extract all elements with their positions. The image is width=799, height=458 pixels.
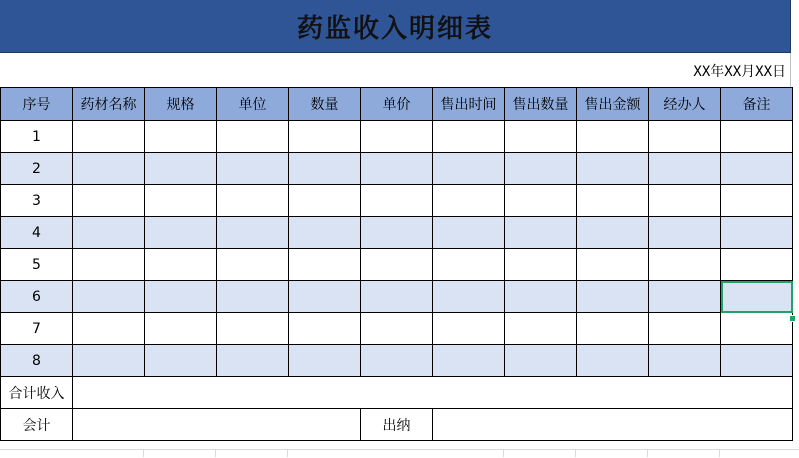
- table-cell[interactable]: [73, 121, 145, 153]
- selected-cell[interactable]: [721, 281, 793, 313]
- header-cell-sale-amount[interactable]: 售出金额: [577, 88, 649, 121]
- table-cell[interactable]: [289, 121, 361, 153]
- header-row: [1, 88, 793, 121]
- table-cell[interactable]: [361, 313, 433, 345]
- table-cell[interactable]: [721, 121, 793, 153]
- table-row: [1, 217, 793, 249]
- signature-row: [1, 409, 793, 441]
- table-cell[interactable]: [361, 249, 433, 281]
- table-cell[interactable]: [361, 217, 433, 249]
- table-cell[interactable]: [73, 345, 145, 377]
- table-cell[interactable]: [217, 185, 289, 217]
- accountant-label: 会计: [1, 409, 73, 441]
- header-cell-remarks[interactable]: 备注: [721, 88, 793, 121]
- table-cell[interactable]: [289, 345, 361, 377]
- table-cell[interactable]: [649, 153, 721, 185]
- header-cell-index[interactable]: 序号: [1, 88, 73, 121]
- total-income-value-cell[interactable]: [73, 377, 793, 409]
- total-income-row: [1, 377, 793, 409]
- table-cell[interactable]: [361, 185, 433, 217]
- table-cell[interactable]: [649, 345, 721, 377]
- table-cell[interactable]: [73, 217, 145, 249]
- table-cell[interactable]: [289, 313, 361, 345]
- table-cell[interactable]: [433, 153, 505, 185]
- header-cell-handler[interactable]: 经办人: [649, 88, 721, 121]
- table-cell[interactable]: [217, 313, 289, 345]
- table-cell[interactable]: [73, 249, 145, 281]
- table-row: [1, 345, 793, 377]
- row-index-cell[interactable]: 5: [1, 249, 73, 281]
- table-cell[interactable]: [145, 121, 217, 153]
- gridline: [143, 449, 144, 457]
- table-row: [1, 153, 793, 185]
- table-cell[interactable]: [505, 345, 577, 377]
- table-row: [1, 313, 793, 345]
- table-cell[interactable]: [73, 281, 145, 313]
- table-cell[interactable]: [145, 249, 217, 281]
- gridline: [287, 449, 288, 457]
- header-cell-price[interactable]: 单价: [361, 88, 433, 121]
- header-cell-quantity[interactable]: 数量: [289, 88, 361, 121]
- table-cell[interactable]: [577, 185, 649, 217]
- table-cell[interactable]: [721, 249, 793, 281]
- title-cell[interactable]: [0, 0, 791, 53]
- table-cell[interactable]: [145, 153, 217, 185]
- table-cell[interactable]: [361, 153, 433, 185]
- table-cell[interactable]: [289, 281, 361, 313]
- date-cell[interactable]: [0, 53, 791, 88]
- table-row: [1, 281, 793, 313]
- table-cell[interactable]: [577, 313, 649, 345]
- table-cell[interactable]: [361, 121, 433, 153]
- table-cell[interactable]: [145, 345, 217, 377]
- table-cell[interactable]: [505, 313, 577, 345]
- header-cell-name[interactable]: 药材名称: [73, 88, 145, 121]
- table-cell[interactable]: [73, 153, 145, 185]
- table-cell[interactable]: [145, 185, 217, 217]
- total-income-label: 合计收入: [1, 377, 73, 409]
- row-index-cell[interactable]: 3: [1, 185, 73, 217]
- table-cell[interactable]: [577, 153, 649, 185]
- gridline: [647, 449, 648, 457]
- row-index-cell[interactable]: 2: [1, 153, 73, 185]
- table-cell[interactable]: [433, 281, 505, 313]
- gridline: [575, 449, 576, 457]
- table-cell[interactable]: [721, 345, 793, 377]
- date-text: XX年XX月XX日: [693, 63, 786, 80]
- cashier-value-cell[interactable]: [433, 409, 793, 441]
- table-cell[interactable]: [217, 345, 289, 377]
- table-row: [1, 249, 793, 281]
- table-cell[interactable]: [145, 281, 217, 313]
- table-cell[interactable]: [217, 153, 289, 185]
- table-cell[interactable]: [505, 281, 577, 313]
- table-cell[interactable]: [73, 313, 145, 345]
- table-cell[interactable]: [289, 217, 361, 249]
- row-index-cell[interactable]: 8: [1, 345, 73, 377]
- table-cell[interactable]: [577, 121, 649, 153]
- table-cell[interactable]: [721, 217, 793, 249]
- table-cell[interactable]: [505, 185, 577, 217]
- gridline: [215, 449, 216, 457]
- table-cell[interactable]: [649, 249, 721, 281]
- table-cell[interactable]: [505, 249, 577, 281]
- row-index-cell[interactable]: 6: [1, 281, 73, 313]
- fill-handle[interactable]: [789, 315, 796, 322]
- table-cell[interactable]: [289, 249, 361, 281]
- table-cell[interactable]: [217, 281, 289, 313]
- row-index-cell[interactable]: 1: [1, 121, 73, 153]
- table-cell[interactable]: [649, 217, 721, 249]
- table-cell[interactable]: [649, 313, 721, 345]
- table-cell[interactable]: [577, 217, 649, 249]
- row-index-cell[interactable]: 7: [1, 313, 73, 345]
- table-cell[interactable]: [217, 121, 289, 153]
- gridline: [719, 449, 720, 457]
- table-cell[interactable]: [577, 345, 649, 377]
- header-cell-spec[interactable]: 规格: [145, 88, 217, 121]
- table-cell[interactable]: [649, 185, 721, 217]
- table-cell[interactable]: [649, 281, 721, 313]
- table-row: [1, 185, 793, 217]
- table-cell[interactable]: [505, 153, 577, 185]
- table-cell[interactable]: [649, 121, 721, 153]
- table-cell[interactable]: [361, 281, 433, 313]
- table-row: [1, 121, 793, 153]
- sheet-title: 药监收入明细表: [296, 13, 493, 44]
- cashier-label: 出纳: [361, 409, 433, 441]
- table-cell[interactable]: [73, 185, 145, 217]
- table-cell[interactable]: [145, 313, 217, 345]
- row-index-cell[interactable]: 4: [1, 217, 73, 249]
- gridline: [503, 449, 504, 457]
- table-cell[interactable]: [361, 345, 433, 377]
- table-cell[interactable]: [217, 249, 289, 281]
- table-cell[interactable]: [433, 217, 505, 249]
- table-cell[interactable]: [433, 249, 505, 281]
- table-cell[interactable]: [433, 121, 505, 153]
- table-cell[interactable]: [721, 153, 793, 185]
- header-cell-sale-time[interactable]: 售出时间: [433, 88, 505, 121]
- header-cell-unit[interactable]: 单位: [217, 88, 289, 121]
- accountant-value-cell[interactable]: [73, 409, 361, 441]
- table-cell[interactable]: [433, 345, 505, 377]
- table-cell[interactable]: [217, 217, 289, 249]
- income-table: [0, 87, 793, 441]
- table-cell[interactable]: [505, 121, 577, 153]
- table-cell[interactable]: [577, 249, 649, 281]
- table-cell[interactable]: [577, 281, 649, 313]
- table-cell[interactable]: [721, 313, 793, 345]
- table-cell[interactable]: [721, 185, 793, 217]
- header-cell-sale-quantity[interactable]: 售出数量: [505, 88, 577, 121]
- table-cell[interactable]: [433, 185, 505, 217]
- table-cell[interactable]: [289, 185, 361, 217]
- table-cell[interactable]: [433, 313, 505, 345]
- table-cell[interactable]: [289, 153, 361, 185]
- table-cell[interactable]: [505, 217, 577, 249]
- table-cell[interactable]: [145, 217, 217, 249]
